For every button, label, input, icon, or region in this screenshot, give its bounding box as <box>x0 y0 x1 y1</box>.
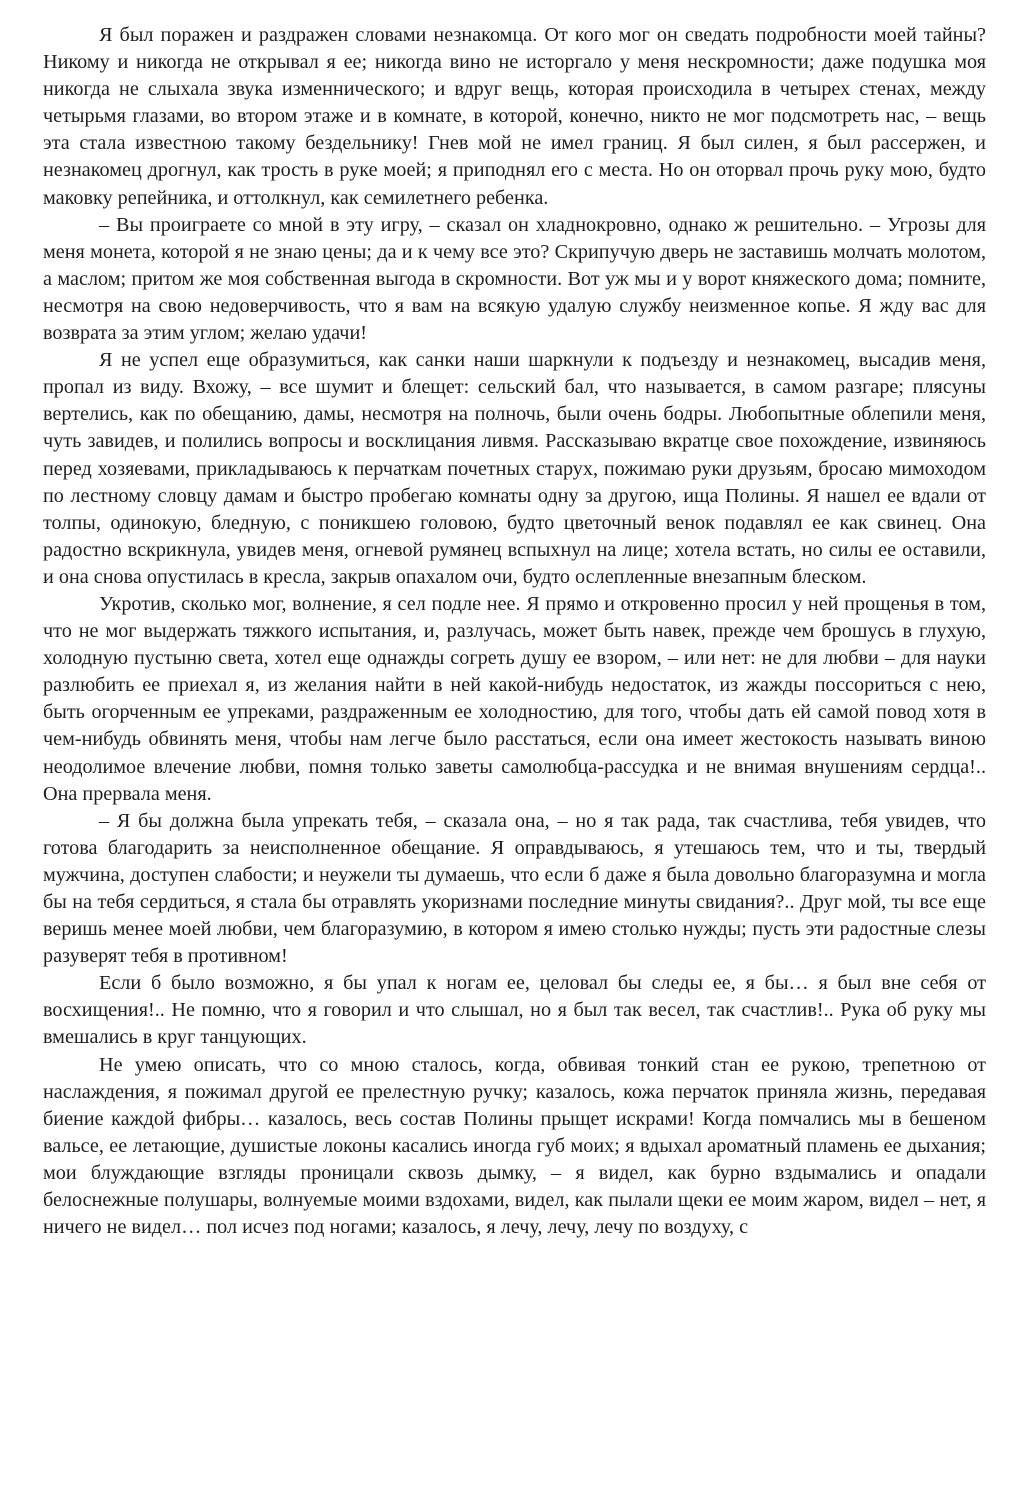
paragraph: Если б было возможно, я бы упал к ногам ее, целовал бы следы ее, я бы… я был вне себя от восхищения!.. Не помню, что я говорил и что слышал, но я был так весел, так счастлив!.. Рука об руку мы вмешались в круг танцующих. <box>43 972 986 1049</box>
paragraph: Укротив, сколько мог, волнение, я сел подле нее. Я прямо и откровенно просил у ней прощенья в том, что не мог выдержать тяжкого испытания, и, разлучась, может быть навек, прежде чем брошусь в глухую, холодную пустыню света, хотел еще однажды согреть душу ее взором, – или нет: не для любви – для науки разлюбить ее приехал я, из желания найти в ней какой-нибудь недостаток, из жажды поссориться с нею, быть огорченным ее упреками, раздраженным ее холодностию, для того, чтобы дать ей самой повод хотя в чем-нибудь обвинять меня, чтобы нам легче было расстаться, если она имеет жестокость называть виною неодолимое влечение любви, помня только заветы самолюбца-рассудка и не внимая внушениям сердца!.. Она прервала меня. <box>43 592 986 805</box>
paragraph: Не умею описать, что со мною сталось, когда, обвивая тонкий стан ее рукою, трепетною от наслаждения, я пожимал другой ее прелестную ручку; казалось, кожа перчаток приняла жизнь, передавая биение каждой фибры… казалось, весь состав Полины прыщет искрами! Когда помчались мы в бешеном вальсе, ее летающие, душистые локоны касались иногда губ моих; я вдыхал ароматный пламень ее дыхания; мои блуждающие взгляды проницали сквозь дымку, – я видел, как бурно вздымались и опадали белоснежные полушары, волнуемые моими вздохами, видел, как пылали щеки ее моим жаром, видел – нет, я ничего не видел… пол исчез под ногами; казалось, я лечу, лечу, лечу по воздуху, с <box>43 1053 986 1239</box>
paragraph: Я был поражен и раздражен словами незнакомца. От кого мог он сведать подробности моей тайны? Никому и никогда не открывал я ее; никогда вино не исторгало у меня нескромности; даже подушка моя никогда не слыхала звука изменнического; и вдруг вещь, которая происходила в четырех стенах, между четырьмя глазами, во втором этаже и в комнате, в которой, конечно, никто не мог подсмотреть нас, – вещь эта стала известною такому бездельнику! Гнев мой не имел границ. Я был силен, я был рассержен, и незнакомец дрогнул, как трость в руке моей; я приподнял его с места. Но он оторвал прочь руку мою, будто маковку репейника, и оттолкнул, как семилетнего ребенка. <box>43 24 986 209</box>
paragraph: – Вы проиграете со мной в эту игру, – сказал он хладнокровно, однако ж решительно. – Угрозы для меня монета, которой я не знаю цены; да и к чему все это? Скрипучую дверь не заставишь молчать молотом, а маслом; притом же моя собственная выгода в скромности. Вот уж мы и у ворот княжеского дома; помните, несмотря на свою недоверчивость, что я вам на всякую удалую службу неизменное копье. Я жду вас для возврата за этим углом; желаю удачи! <box>43 213 986 345</box>
paragraph: Я не успел еще образумиться, как санки наши шаркнули к подъезду и незнакомец, высадив меня, пропал из виду. Вхожу, – все шумит и блещет: сельский бал, что называется, в самом разгаре; плясуны вертелись, как по обещанию, дамы, несмотря на полночь, были очень бодры. Любопытные облепили меня, чуть завидев, и полились вопросы и восклицания ливмя. Рассказываю вкратце свое похождение, извиняюсь перед хозяевами, прикладываюсь к перчаткам почетных старух, пожимаю руки друзьям, бросаю мимоходом по лестному словцу дамам и быстро пробегаю комнаты одну за другою, ища Полины. Я нашел ее вдали от толпы, одинокую, бледную, с поникшею головою, будто цветочный венок подавлял ее как свинец. Она радостно вскрикнула, увидев меня, огневой румянец вспыхнул на лице; хотела встать, но силы ее оставили, и она снова опустилась в кресла, закрыв опахалом очи, будто ослепленные внезапным блеском. <box>43 349 986 588</box>
paragraph: – Я бы должна была упрекать тебя, – сказала она, – но я так рада, так счастлива, тебя увидев, что готова благодарить за неисполненное обещание. Я оправдываюсь, я утешаюсь тем, что и ты, твердый мужчина, доступен слабости; и неужели ты думаешь, что если б даже я была довольно благоразумна и могла бы на тебя сердиться, я стала бы отравлять укоризнами последние минуты свидания?.. Друг мой, ты все еще веришь менее моей любви, чем благоразумию, в котором я имею столько нужды; пусть эти радостные слезы разуверят тебя в противном! <box>43 809 986 968</box>
